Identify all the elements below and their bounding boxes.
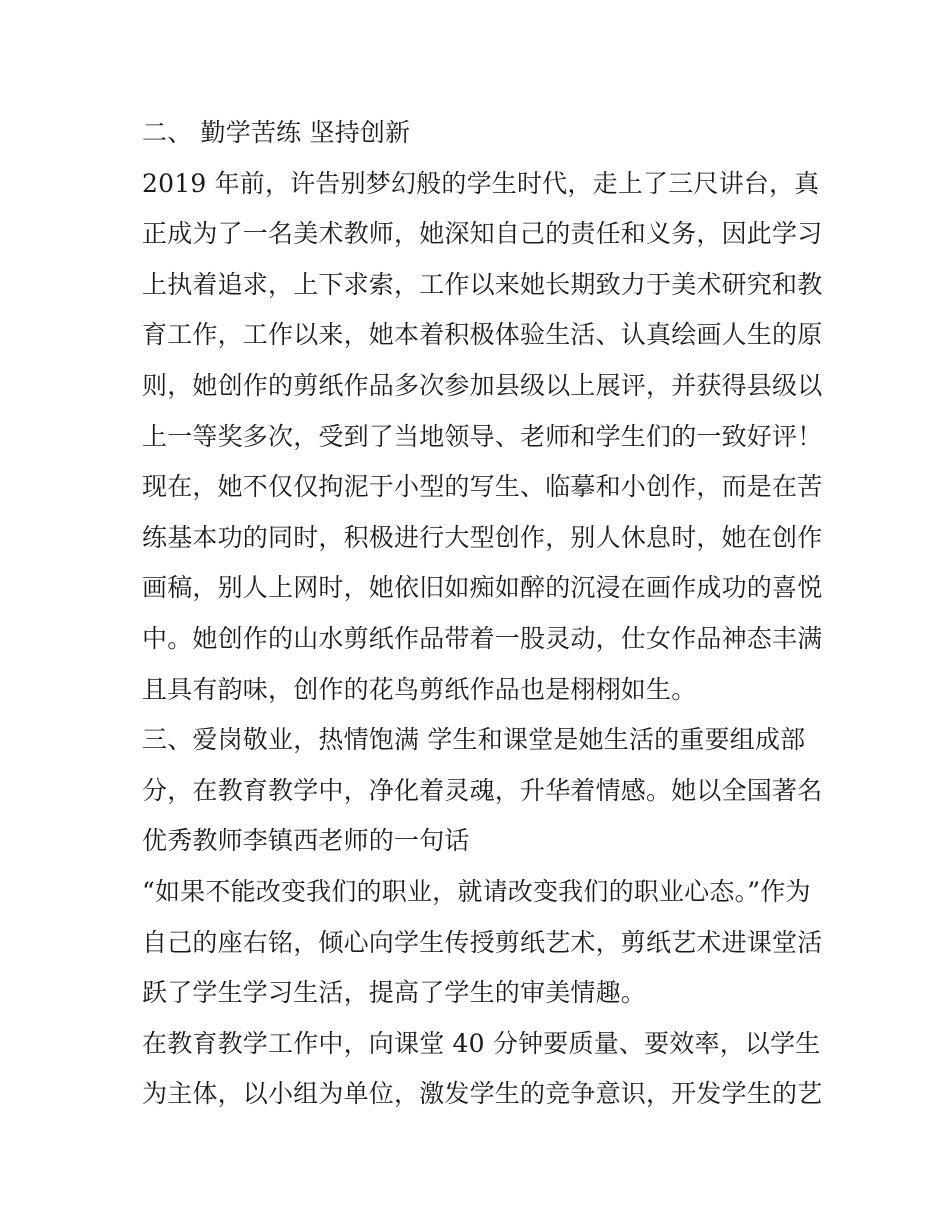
text-line: 练基本功的同时，积极进行大型创作，别人休息时，她在创作 (142, 522, 823, 552)
text-line: 为主体，以小组为单位，激发学生的竞争意识，开发学生的艺 (142, 1079, 823, 1109)
text-line: 优秀教师李镇西老师的一句话 (142, 826, 470, 856)
text-line: 2019 年前，许告别梦幻般的学生时代，走上了三尺讲台，真 (142, 168, 820, 198)
text-line: 则，她创作的剪纸作品多次参加县级以上展评，并获得县级以 (142, 370, 823, 400)
text-line: 上执着追求，上下求索，工作以来她长期致力于美术研究和教 (142, 269, 823, 299)
text-line: 跃了学生学习生活，提高了学生的审美情趣。 (142, 978, 647, 1008)
quote-line: “如果不能改变我们的职业，就请改变我们的职业心态。”作为 (142, 876, 811, 906)
section-heading-3: 三、爱岗敬业，热情饱满 学生和课堂是她生活的重要组成部 (142, 725, 806, 755)
text-line: 育工作，工作以来，她本着积极体验生活、认真绘画人生的原 (142, 320, 823, 350)
text-line: 现在，她不仅仅拘泥于小型的写生、临摹和小创作，而是在苦 (142, 472, 823, 502)
text-line: 且具有韵味，创作的花鸟剪纸作品也是栩栩如生。 (142, 674, 697, 704)
text-line: 中。她创作的山水剪纸作品带着一股灵动，仕女作品神态丰满 (142, 623, 823, 653)
text-line: 画稿，别人上网时，她依旧如痴如醉的沉浸在画作成功的喜悦 (142, 573, 823, 603)
text-line: 在教育教学工作中，向课堂 40 分钟要质量、要效率，以学生 (142, 1028, 821, 1058)
document-page (142, 108, 822, 1120)
text-line: 上一等奖多次，受到了当地领导、老师和学生们的一致好评！ (142, 421, 823, 451)
section-heading-2: 二、 勤学苦练 坚持创新 (142, 118, 411, 147)
text-line: 自己的座右铭，倾心向学生传授剪纸艺术，剪纸艺术进课堂活 (142, 927, 823, 957)
text-line: 正成为了一名美术教师，她深知自己的责任和义务，因此学习 (142, 219, 823, 249)
text-line: 分，在教育教学中，净化着灵魂，升华着情感。她以全国著名 (142, 775, 823, 805)
